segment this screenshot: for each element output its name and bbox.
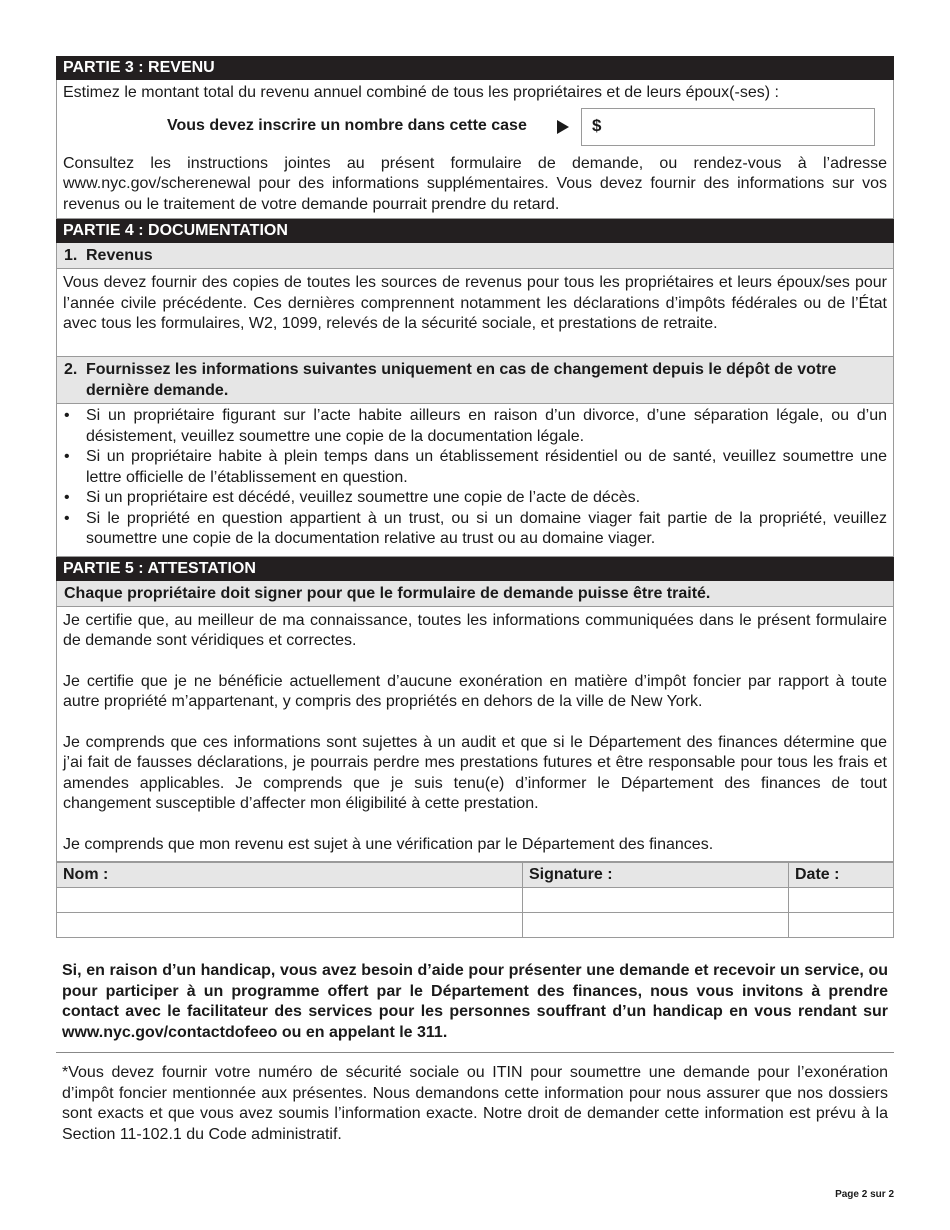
part3-intro: Estimez le montant total du revenu annuel combiné de tous les propriétaires et de leurs époux(-ses) :	[63, 84, 779, 101]
list-item: • Si le propriété en question appartient à un trust, ou si un domaine viager fait partie de la propriété, veuillez soumettre une copie de la documentation relative au trust ou au domaine viager.	[63, 509, 887, 550]
divider	[56, 1052, 894, 1053]
part5-header: PARTIE 5 : ATTESTATION	[56, 557, 894, 581]
income-row	[63, 104, 887, 150]
name-column-header: Nom :	[57, 863, 523, 888]
arrow-right-icon	[557, 120, 569, 134]
signature-table	[56, 862, 894, 938]
bullet-icon: •	[64, 489, 70, 506]
income-field-label: Vous devez inscrire un nombre dans cette case	[167, 117, 527, 135]
accessibility-notice: Si, en raison d’un handicap, vous avez besoin d’aide pour présenter une demande et recevoir un service, ou pour participer à un programme offert par le Département des finances, nous vous invitons à prendre contact avec le facilitateur des services pour les personnes souffrant d’un handicap en vous rendant sur www.nyc.gov/contactdofeeo ou en appelant le 311.	[62, 962, 888, 1041]
ssn-footnote: *Vous devez fournir votre numéro de sécurité sociale ou ITIN pour soumettre une demande pour l’exonération d’impôt foncier mentionnée aux présentes. Nous demandons cette information pour nous assurer que nos dossiers sont exacts et que vous avez soumis l’information exacte. Notre droit de demander cette information est prévu à la Section 11-102.1 du Code administratif.	[62, 1064, 888, 1143]
date-input[interactable]	[789, 913, 894, 938]
list-item: • Si un propriétaire habite à plein temps dans un établissement résidentiel ou de santé, veuillez soumettre une lettre officielle de l’établissement en question.	[63, 447, 887, 488]
signature-input[interactable]	[523, 888, 789, 913]
list-item: • Si un propriétaire est décédé, veuillez soumettre une copie de l’acte de décès.	[63, 488, 887, 509]
table-row	[57, 888, 894, 913]
table-row	[57, 913, 894, 938]
part4-section1-body	[56, 269, 894, 357]
section2-number: 2.	[64, 361, 78, 378]
part4-section2-header	[56, 357, 894, 404]
attestation-paragraph: Je certifie que je ne bénéficie actuellement d’aucune exonération en matière d’impôt foncier par rapport à toute autre propriété m’appartenant, y compris des propriétés en dehors de la ville de New York.	[63, 672, 887, 710]
table-header-row	[57, 863, 894, 888]
form	[56, 56, 894, 938]
section1-number: 1.	[64, 247, 78, 264]
income-input[interactable]	[581, 108, 875, 146]
part4-section1-header	[56, 243, 894, 269]
section2-title: Fournissez les informations suivantes uniquement en cas de changement depuis le dépôt de votre dernière demande.	[86, 361, 837, 399]
part3-header: PARTIE 3 : REVENU	[56, 56, 894, 80]
signature-input[interactable]	[523, 913, 789, 938]
date-input[interactable]	[789, 888, 894, 913]
part5-body	[56, 607, 894, 863]
part3-body	[56, 80, 894, 219]
signature-column-header: Signature :	[523, 863, 789, 888]
part4-section2-body	[56, 404, 894, 557]
part4-header: PARTIE 4 : DOCUMENTATION	[56, 219, 894, 243]
bullet-icon: •	[64, 448, 70, 465]
attestation-paragraph: Je comprends que mon revenu est sujet à une vérification par le Département des finances.	[63, 835, 714, 853]
name-input[interactable]	[57, 888, 523, 913]
bullet-icon: •	[64, 407, 70, 424]
section1-title: Revenus	[86, 247, 153, 264]
currency-symbol: $	[592, 116, 602, 136]
bullet-icon: •	[64, 509, 70, 527]
attestation-paragraph: Je certifie que, au meilleur de ma connaissance, toutes les informations communiquées dans le présent formulaire de demande sont véridiques et correctes.	[63, 611, 887, 649]
part3-note: Consultez les instructions jointes au présent formulaire de demande, ou rendez-vous à l’adresse www.nyc.gov/scherenewal pour des informations supplémentaires. Vous devez fournir des informations sur vos revenus ou le traitement de votre demande pourrait prendre du retard.	[63, 154, 887, 213]
documentation-list	[63, 406, 887, 550]
section1-text: Vous devez fournir des copies de toutes les sources de revenus pour tous les propriétaires et leurs époux/ses pour l’année civile précédente. Ces dernières comprennent notamment les déclarations d’impôts fédérales ou de l’État avec tous les formulaires, W2, 1099, relevés de la sécurité sociale, et prestations de retraite.	[63, 274, 887, 332]
attestation-paragraph: Je comprends que ces informations sont sujettes à un audit et que si le Département des finances détermine que j’ai fait de fausses déclarations, je pourrais perdre mes prestations futures et être responsable pour tous les frais et amendes applicables. Je comprends que je suis tenu(e) d’informer le Département des finances de tout changement susceptible d’affecter mon éligibilité à cette prestation.	[63, 733, 887, 812]
date-column-header: Date :	[789, 863, 894, 888]
page-number: Page 2 sur 2	[835, 1189, 894, 1200]
part5-subheader: Chaque propriétaire doit signer pour que le formulaire de demande puisse être traité.	[56, 581, 894, 607]
name-input[interactable]	[57, 913, 523, 938]
list-item: • Si un propriétaire figurant sur l’acte habite ailleurs en raison d’un divorce, d’une séparation légale, ou d’un désistement, veuillez soumettre une copie de la documentation légale.	[63, 406, 887, 447]
